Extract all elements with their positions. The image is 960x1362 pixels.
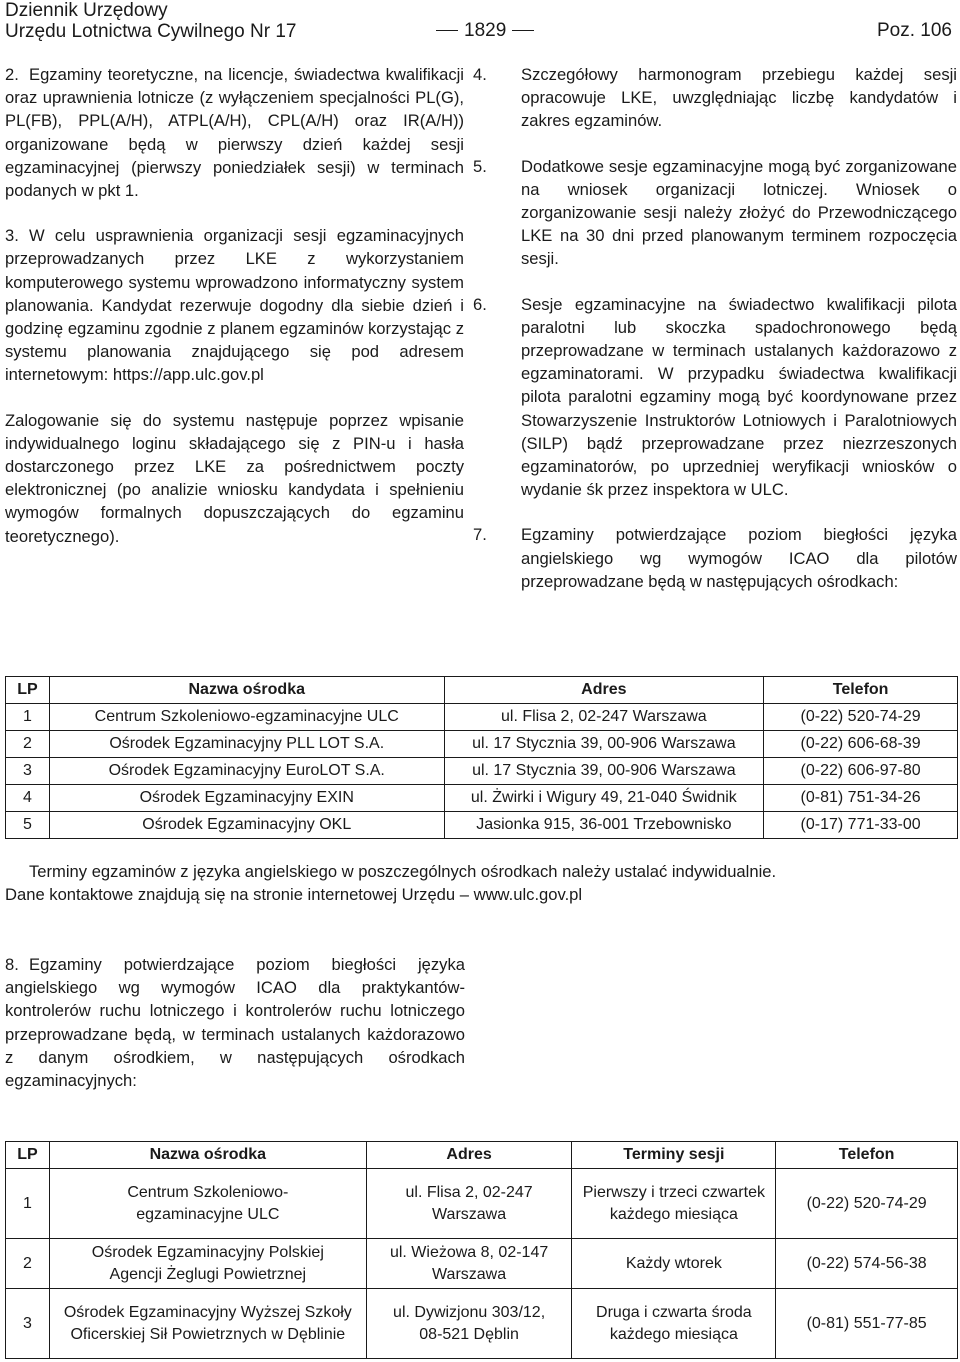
paragraph-7 (473, 523, 957, 593)
cell-address: ul. Flisa 2, 02-247 Warszawa (366, 1169, 572, 1239)
cell-address: ul. 17 Stycznia 39, 00-906 Warszawa (444, 758, 764, 785)
rule-right (512, 30, 534, 31)
journal-title-line2: Urzędu Lotnictwa Cywilnego Nr 17 (5, 21, 297, 42)
cell-sessions: Druga i czwarta środa każdego miesiąca (572, 1289, 776, 1359)
column-header-address: Adres (366, 1142, 572, 1169)
contact-note (5, 860, 957, 906)
cell-lp: 3 (6, 1289, 50, 1359)
paragraph-3-continued: Zalogowanie się do systemu następuje poprzez wpisanie indywidualnego loginu składającego się z PIN-u i hasła dostarczonego przez LKE za pośrednictwem poczty elektronicznej (po analizie wniosku kandydata i spełnieniu wymogów formalnych dopuszczających do egzaminu teoretycznego). (5, 410, 464, 546)
controller-exam-centers-table (5, 1141, 958, 1359)
pilot-exam-centers-table (5, 676, 958, 839)
cell-sessions: Pierwszy i trzeci czwartek każdego miesiąca (572, 1169, 776, 1239)
table-header-row (6, 677, 958, 704)
column-header-phone: Telefon (764, 677, 958, 704)
cell-phone: (0-81) 551-77-85 (776, 1289, 958, 1359)
cell-address: Jasionka 915, 36-001 Trzebownisko (444, 812, 764, 839)
paragraph-4 (473, 63, 957, 133)
cell-lp: 2 (6, 1239, 50, 1289)
paragraph-4-text: Szczegółowy harmonogram przebiegu każdej sesji opracowuje LKE, uwzględniając liczbę kandydatów i zakres egzaminów. (521, 65, 957, 131)
cell-lp: 5 (6, 812, 50, 839)
paragraph-6-number: 6. (473, 294, 487, 314)
paragraph-4-number: 4. (473, 65, 487, 84)
cell-address: ul. Wieżowa 8, 02-147 Warszawa (366, 1239, 572, 1289)
page-number-text: 1829 (464, 20, 507, 41)
paragraph-5-text: Dodatkowe sesje egzaminacyjne mogą być zorganizowane na wniosek organizacji lotniczej. Wniosek o zorganizowanie sesji należy złożyć do Przewodniczącego LKE na 30 dni przed planowanym terminem rozpoczęcia sesji. (521, 156, 957, 269)
cell-lp: 1 (6, 704, 50, 731)
paragraph-6 (473, 293, 957, 502)
column-header-sessions: Terminy sesji (572, 1142, 776, 1169)
cell-phone: (0-81) 751-34-26 (764, 785, 958, 812)
cell-phone: (0-22) 606-68-39 (764, 731, 958, 758)
column-header-name: Nazwa ośrodka (49, 1142, 366, 1169)
paragraph-8 (5, 953, 465, 1092)
paragraph-2-number: 2. (5, 65, 19, 84)
cell-name: Ośrodek Egzaminacyjny EuroLOT S.A. (49, 758, 444, 785)
position-label: Poz. 106 (877, 20, 952, 41)
column-header-lp: LP (6, 1142, 50, 1169)
journal-title (5, 0, 296, 42)
cell-lp: 1 (6, 1169, 50, 1239)
column-header-lp: LP (6, 677, 50, 704)
section-8 (5, 953, 465, 1092)
table-row (6, 731, 958, 758)
cell-phone: (0-22) 606-97-80 (764, 758, 958, 785)
cell-name: Ośrodek Egzaminacyjny PLL LOT S.A. (49, 731, 444, 758)
table-row (6, 758, 958, 785)
table-row (6, 1169, 958, 1239)
table-row (6, 785, 958, 812)
paragraph-2-text: Egzaminy teoretyczne, na licencje, świadectwa kwalifikacji oraz uprawnienia lotnicze (z wyłączeniem specjalności PL(G), PL(FB), PPL(A/H), ATPL(A/H), CPL(A/H) oraz IR(A/H)) organizowane będą w pierwszy dzień każdej sesji egzaminacyjnej (pierwszy poniedziałek sesji) w terminach podanych w pkt 1. (5, 65, 464, 201)
cell-name: Ośrodek Egzaminacyjny EXIN (49, 785, 444, 812)
cell-lp: 2 (6, 731, 50, 758)
cell-phone: (0-22) 574-56-38 (776, 1239, 958, 1289)
column-header-address: Adres (444, 677, 764, 704)
cell-name: Ośrodek Egzaminacyjny Polskiej Agencji Żeglugi Powietrznej (49, 1239, 366, 1289)
right-column (473, 63, 957, 593)
paragraph-2 (5, 63, 464, 202)
cell-phone: (0-22) 520-74-29 (764, 704, 958, 731)
left-column (5, 63, 464, 548)
journal-title-line1: Dziennik Urzędowy (5, 0, 168, 21)
cell-address: ul. Żwirki i Wigury 49, 21-040 Świdnik (444, 785, 764, 812)
column-header-name: Nazwa ośrodka (49, 677, 444, 704)
paragraph-3-number: 3. (5, 226, 19, 246)
cell-address: ul. Flisa 2, 02-247 Warszawa (444, 704, 764, 731)
table-row (6, 704, 958, 731)
contact-note-line1: Terminy egzaminów z języka angielskiego w poszczególnych ośrodkach należy ustalać indywidualnie. (29, 862, 777, 881)
table-header-row (6, 1142, 958, 1169)
contact-note-line2: Dane kontaktowe znajdują się na stronie internetowej Urzędu – www.ulc.gov.pl (5, 885, 583, 905)
paragraph-3 (5, 224, 464, 386)
cell-lp: 3 (6, 758, 50, 785)
paragraph-7-number: 7. (473, 525, 487, 545)
paragraph-8-number: 8. (5, 955, 19, 974)
cell-name: Ośrodek Egzaminacyjny OKL (49, 812, 444, 839)
cell-name: Ośrodek Egzaminacyjny Wyższej Szkoły Oficerskiej Sił Powietrznych w Dęblinie (49, 1289, 366, 1359)
paragraph-8-text: Egzaminy potwierdzające poziom biegłości języka angielskiego wg wymogów ICAO dla praktykantów-kontrolerów ruchu lotniczego i kontrolerów ruchu lotniczego przeprowadzane będą, w terminach ustalanych każdorazowo z danym ośrodkiem, w następujących ośrodkach egzaminacyjnych: (5, 955, 465, 1091)
paragraph-5 (473, 155, 957, 271)
cell-address: ul. 17 Stycznia 39, 00-906 Warszawa (444, 731, 764, 758)
page-header (0, 0, 960, 48)
cell-name: Centrum Szkoleniowo-egzaminacyjne ULC (49, 1169, 366, 1239)
cell-phone: (0-22) 520-74-29 (776, 1169, 958, 1239)
paragraph-5-number: 5. (473, 156, 487, 176)
cell-address: ul. Dywizjonu 303/12, 08-521 Dęblin (366, 1289, 572, 1359)
table-row (6, 1239, 958, 1289)
page-number (430, 20, 540, 41)
cell-name: Centrum Szkoleniowo-egzaminacyjne ULC (49, 704, 444, 731)
cell-phone: (0-17) 771-33-00 (764, 812, 958, 839)
cell-lp: 4 (6, 785, 50, 812)
table-row (6, 1289, 958, 1359)
table-row (6, 812, 958, 839)
cell-sessions: Każdy wtorek (572, 1239, 776, 1289)
paragraph-6-text: Sesje egzaminacyjne na świadectwo kwalifikacji pilota paralotni lub skoczka spadochronowego będą przeprowadzane w terminach ustalanych każdorazowo z egzaminatorami. W przypadku świadectwa kwalifikacji pilota paralotni egzaminy mogą być koordynowane przez Stowarzyszenie Instruktorów Lotniowych i Paralotniowych (SILP) bądź przeprowadzane przez niezrzeszonych egzaminatorów, po uprzedniej weryfikacji wniosków o wydanie śk przez inspektora w ULC. (521, 294, 957, 500)
paragraph-3-text: W celu usprawnienia organizacji sesji egzaminacyjnych przeprowadzanych przez LKE z wykorzystaniem komputerowego systemu wprowadzono informatyczny system planowania. Kandydat rezerwuje dogodny dla siebie dzień i godzinę egzaminu zgodnie z planem egzaminów korzystając z systemu planowania znajdującego się pod adresem internetowym: https://app.ulc.gov.pl (5, 226, 464, 385)
rule-left (436, 30, 458, 31)
paragraph-7-text: Egzaminy potwierdzające poziom biegłości języka angielskiego wg wymogów ICAO dla pilotów przeprowadzane będą w następujących ośrodkach: (521, 525, 957, 591)
column-header-phone: Telefon (776, 1142, 958, 1169)
